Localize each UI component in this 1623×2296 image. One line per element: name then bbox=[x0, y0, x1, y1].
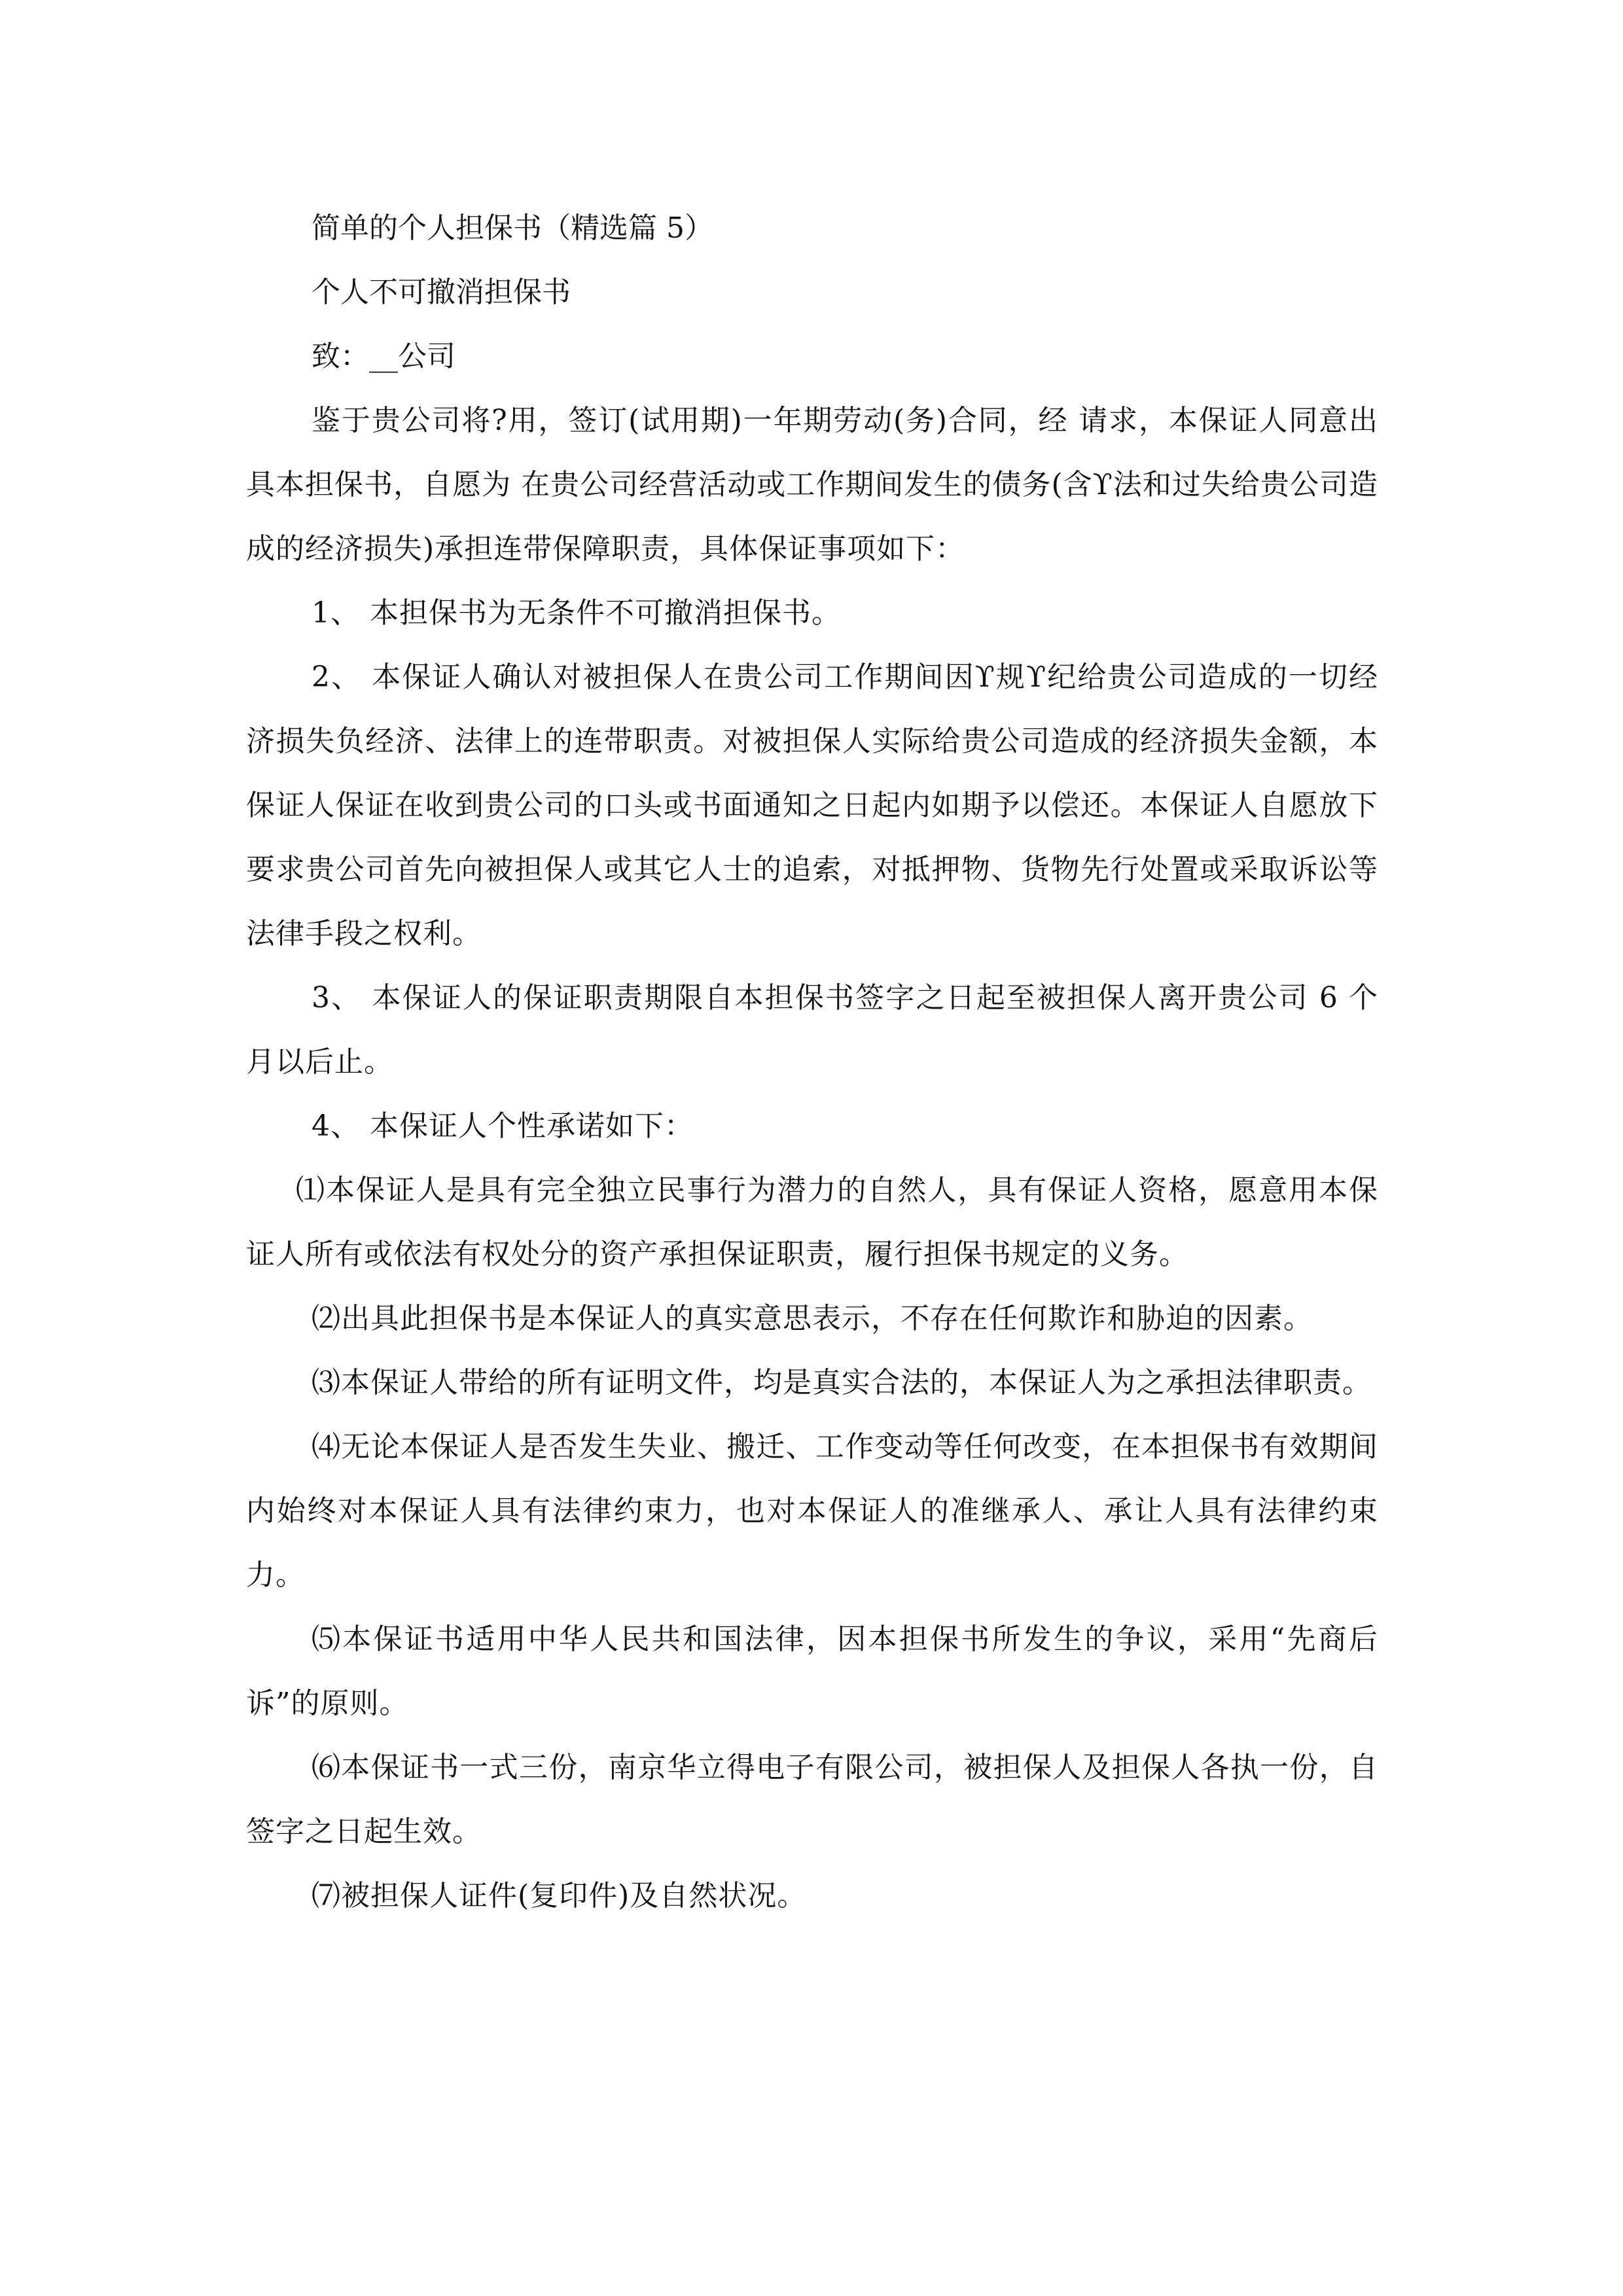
paragraph-sub-6: ⑹本保证书一式三份，南京华立得电子有限公司，被担保人及担保人各执一份，自签字之日起生效。 bbox=[246, 1751, 1378, 1848]
paragraph-item-2: 2、 本保证人确认对被担保人在贵公司工作期间因ϒ规ϒ纪给贵公司造成的一切经济损失负经济、法律上的连带职责。对被担保人实际给贵公司造成的经济损失金额，本保证人保证在收到贵公司的口头或书面通知之日起内如期予以偿还。本保证人自愿放下要求贵公司首先向被担保人或其它人士的追索，对抵押物、货物先行处置或采取诉讼等法律手段之权利。 bbox=[246, 660, 1378, 950]
paragraph-item-3: 3、 本保证人的保证职责期限自本担保书签字之日起至被担保人离开贵公司 6 个月以后止。 bbox=[246, 981, 1378, 1079]
paragraph-intro: 鉴于贵公司将?用，签订(试用期)一年期劳动(务)合同，经 请求，本保证人同意出具本担保书，自愿为 在贵公司经营活动或工作期间发生的债务(含ϒ法和过失给贵公司造成的经济损失)承担连带保障职责，具体保证事项如下： bbox=[246, 404, 1378, 565]
paragraph-sub-5: ⑸本保证书适用中华人民共和国法律，因本担保书所发生的争议，采用“先商后诉”的原则。 bbox=[246, 1623, 1378, 1720]
paragraph-item-4: 4、 本保证人个性承诺如下： bbox=[312, 1109, 694, 1143]
paragraph-sub-3: ⑶本保证人带给的所有证明文件，均是真实合法的，本保证人为之承担法律职责。 bbox=[312, 1366, 1372, 1399]
paragraph-item-1: 1、 本担保书为无条件不可撤消担保书。 bbox=[312, 596, 841, 630]
document-addressee: 致：__公司 bbox=[312, 340, 455, 373]
document-subheading: 个人不可撤消担保书 bbox=[312, 276, 571, 309]
paragraph-sub-7: ⑺被担保人证件(复印件)及自然状况。 bbox=[312, 1879, 807, 1912]
paragraph-sub-2: ⑵出具此担保书是本保证人的真实意思表示，不存在任何欺诈和胁迫的因素。 bbox=[312, 1302, 1313, 1335]
document-heading: 简单的个人担保书（精选篇 5） bbox=[312, 211, 713, 245]
paragraph-sub-1: ⑴本保证人是具有完全独立民事行为潜力的自然人，具有保证人资格，愿意用本保证人所有或依法有权处分的资产承担保证职责，履行担保书规定的义务。 bbox=[246, 1174, 1378, 1271]
paragraph-sub-4: ⑷无论本保证人是否发生失业、搬迁、工作变动等任何改变，在本担保书有效期间内始终对本保证人具有法律约束力，也对本保证人的准继承人、承让人具有法律约束力。 bbox=[246, 1430, 1378, 1592]
document-body bbox=[246, 196, 1378, 1928]
